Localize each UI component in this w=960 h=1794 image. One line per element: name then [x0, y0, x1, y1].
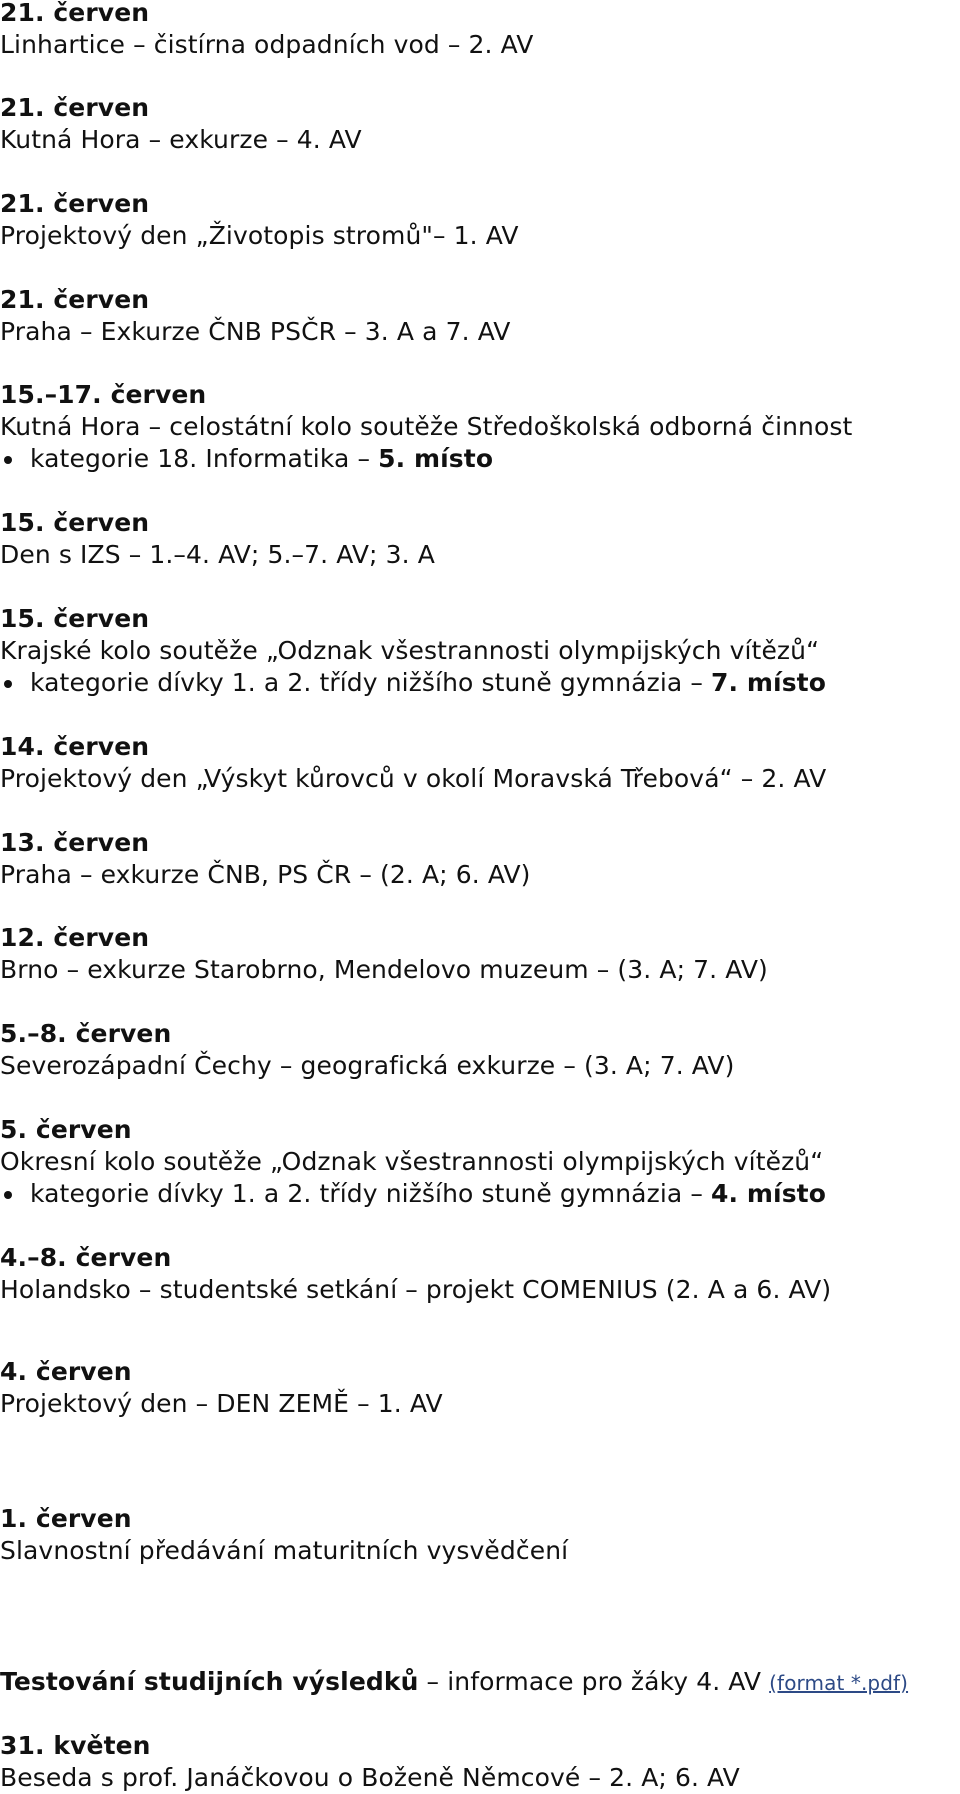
event-description: Okresní kolo soutěže „Odznak všestrannosti olympijských vítězů“ — [0, 1147, 824, 1176]
event-description: Praha – exkurze ČNB, PS ČR – (2. A; 6. AV) — [0, 860, 531, 889]
testing-text: – informace pro žáky 4. AV — [418, 1667, 770, 1696]
event-description: Projektový den „Výskyt kůrovců v okolí Moravská Třebová“ – 2. AV — [0, 764, 827, 793]
event-description: Beseda s prof. Janáčkovou o Boženě Němcové – 2. A; 6. AV — [0, 1763, 740, 1792]
bullet-icon — [4, 456, 12, 464]
event-description: Brno – exkurze Starobrno, Mendelovo muzeum – (3. A; 7. AV) — [0, 955, 768, 984]
testing-info — [0, 1666, 960, 1699]
event-entry — [0, 922, 960, 986]
event-date: 14. červen — [0, 732, 150, 761]
event-entry — [0, 0, 960, 61]
event-date: 31. květen — [0, 1731, 151, 1760]
event-date: 21. červen — [0, 0, 150, 27]
result-placement: 5. místo — [378, 444, 494, 473]
event-entry — [0, 379, 960, 475]
event-entry — [0, 507, 960, 571]
event-entry — [0, 1503, 960, 1567]
result-placement: 4. místo — [710, 1179, 827, 1208]
event-date: 12. červen — [0, 923, 150, 952]
event-entry — [0, 1018, 960, 1082]
event-date: 4.–8. červen — [0, 1243, 172, 1272]
event-date: 5. červen — [0, 1115, 132, 1144]
result-category: kategorie dívky 1. a 2. třídy nižšího stuně gymnázia – — [30, 668, 711, 697]
event-entry — [0, 827, 960, 891]
event-date: 15.–17. červen — [0, 380, 207, 409]
event-entry — [0, 284, 960, 348]
event-date: 15. červen — [0, 604, 150, 633]
event-date: 21. červen — [0, 93, 150, 122]
event-description: Linhartice – čistírna odpadních vod – 2. AV — [0, 30, 534, 59]
event-description: Kutná Hora – exkurze – 4. AV — [0, 125, 362, 154]
pdf-link[interactable]: (format *.pdf) — [769, 1671, 909, 1695]
event-description: Severozápadní Čechy – geografická exkurze – (3. A; 7. AV) — [0, 1051, 735, 1080]
result-placement: 7. místo — [710, 668, 827, 697]
testing-title: Testování studijních výsledků — [0, 1667, 419, 1696]
event-description: Holandsko – studentské setkání – projekt COMENIUS (2. A a 6. AV) — [0, 1275, 832, 1304]
testing-line — [0, 1666, 960, 1699]
event-description: Slavnostní předávání maturitních vysvědčení — [0, 1536, 569, 1565]
event-entry — [0, 92, 960, 156]
event-description: Krajské kolo soutěže „Odznak všestrannosti olympijských vítězů“ — [0, 636, 820, 665]
event-date: 21. červen — [0, 189, 150, 218]
result-category: kategorie 18. Informatika – — [30, 444, 379, 473]
result-bullet — [0, 1178, 960, 1210]
event-date: 21. červen — [0, 285, 150, 314]
event-date: 15. červen — [0, 508, 150, 537]
event-entry — [0, 1242, 960, 1306]
bullet-icon — [4, 680, 12, 688]
event-description: Den s IZS – 1.–4. AV; 5.–7. AV; 3. A — [0, 540, 435, 569]
result-category: kategorie dívky 1. a 2. třídy nižšího stuně gymnázia – — [30, 1179, 711, 1208]
event-entry — [0, 731, 960, 795]
event-entry — [0, 1114, 960, 1210]
event-description: Projektový den „Životopis stromů"– 1. AV — [0, 221, 519, 250]
event-entry — [0, 1356, 960, 1420]
bullet-icon — [4, 1191, 12, 1199]
event-date: 5.–8. červen — [0, 1019, 172, 1048]
event-description: Kutná Hora – celostátní kolo soutěže Středoškolská odborná činnost — [0, 412, 853, 441]
event-entry — [0, 603, 960, 699]
event-description: Projektový den – DEN ZEMĚ – 1. AV — [0, 1389, 443, 1418]
event-date: 13. červen — [0, 828, 150, 857]
event-entry — [0, 188, 960, 252]
result-bullet — [0, 443, 960, 475]
event-entry — [0, 1730, 960, 1794]
event-date: 4. červen — [0, 1357, 132, 1386]
event-description: Praha – Exkurze ČNB PSČR – 3. A a 7. AV — [0, 317, 511, 346]
result-bullet — [0, 667, 960, 699]
event-date: 1. červen — [0, 1504, 132, 1533]
